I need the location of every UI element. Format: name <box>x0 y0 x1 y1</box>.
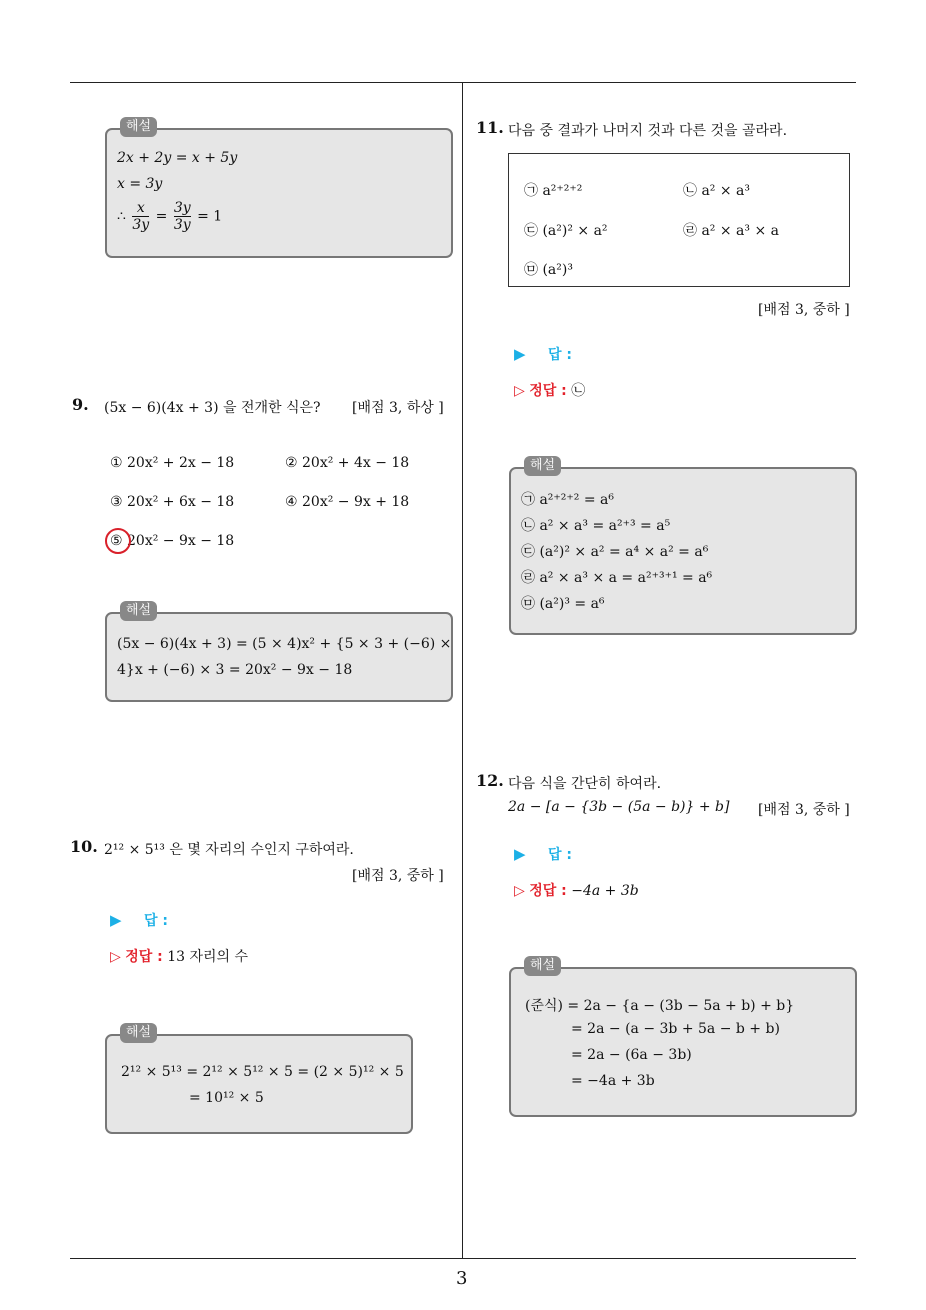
question-text: 다음 식을 간단히 하여라. <box>508 776 662 792</box>
answer-arrow-icon: ▶ <box>110 911 122 929</box>
answer-row <box>110 910 168 930</box>
choice-1[interactable]: ㉠ a²⁺²⁺² <box>524 183 583 199</box>
fraction: $\frac{x}{3y}$ <box>132 200 150 233</box>
solution-line: = 10¹² × 5 <box>189 1090 264 1106</box>
solution-line: = −4a + 3b <box>571 1073 655 1089</box>
correct-label: 정답 : <box>529 883 567 899</box>
correct-answer-row <box>110 946 248 966</box>
choice-4[interactable]: ④ 20x² − 9x + 18 <box>285 494 410 510</box>
correct-arrow-icon: ▷ <box>110 949 121 965</box>
solution-line: (5x − 6)(4x + 3) = (5 × 4)x² + {5 × 3 + (−6) × <box>117 636 452 652</box>
score-label: [배점 3, 하상 ] <box>352 400 444 416</box>
answer-label: 답 : <box>548 847 572 863</box>
bottom-rule <box>70 1258 856 1259</box>
correct-arrow-icon: ▷ <box>514 383 525 399</box>
solution-line: ㉤ (a²)³ = a⁶ <box>521 596 605 612</box>
choice-5[interactable]: ⑤ 20x² − 9x − 18 <box>110 533 235 549</box>
solution-box-q10 <box>105 1034 413 1134</box>
choice-3[interactable]: ③ 20x² + 6x − 18 <box>110 494 235 510</box>
choice-3[interactable]: ㉢ (a²)² × a² <box>524 223 608 239</box>
question-number: 9. <box>72 395 89 414</box>
solution-line: ㉠ a²⁺²⁺² = a⁶ <box>521 492 615 508</box>
solution-line: = 2a − (6a − 3b) <box>571 1047 692 1063</box>
answer-arrow-icon: ▶ <box>514 345 526 363</box>
correct-answer: 13 자리의 수 <box>167 949 249 965</box>
answer-circle-mark <box>105 528 131 554</box>
solution-line: ㉣ a² × a³ × a = a²⁺³⁺¹ = a⁶ <box>521 570 713 586</box>
question-expression: 2a − [a − {3b − (5a − b)} + b] <box>508 799 730 815</box>
solution-line: 4}x + (−6) × 3 = 20x² − 9x − 18 <box>117 662 353 678</box>
correct-label: 정답 : <box>529 383 567 399</box>
solution-line: 2x + 2y = x + 5y <box>117 150 238 166</box>
therefore-symbol: ∴ <box>117 208 126 225</box>
question-number: 10. <box>70 837 98 856</box>
solution-line: 2¹² × 5¹³ = 2¹² × 5¹² × 5 = (2 × 5)¹² × 5 <box>121 1064 404 1080</box>
solution-line: ㉢ (a²)² × a² = a⁴ × a² = a⁶ <box>521 544 709 560</box>
correct-answer-row <box>514 380 585 400</box>
score-label: [배점 3, 중하 ] <box>352 868 444 884</box>
solution-tag: 해설 <box>120 117 157 137</box>
solution-line: x = 3y <box>117 176 163 192</box>
solution-box-q9 <box>105 612 453 702</box>
question-number: 12. <box>476 771 504 790</box>
correct-answer-row <box>514 880 639 900</box>
correct-label: 정답 : <box>125 949 163 965</box>
answer-arrow-icon: ▶ <box>514 845 526 863</box>
solution-line: (준식) = 2a − {a − (3b − 5a + b) + b} <box>525 998 795 1014</box>
page-number: 3 <box>456 1268 468 1289</box>
solution-line: = 2a − (a − 3b + 5a − b + b) <box>571 1021 780 1037</box>
question-number: 11. <box>476 118 504 137</box>
solution-tag: 해설 <box>524 956 561 976</box>
correct-answer: ㉡ <box>571 383 586 399</box>
correct-arrow-icon: ▷ <box>514 883 525 899</box>
answer-label: 답 : <box>548 347 572 363</box>
solution-line: ∴ $\frac{x}{3y}$ = $\frac{3y}{3y}$ = 1 <box>117 200 223 233</box>
score-label: [배점 3, 중하 ] <box>758 802 850 818</box>
solution-tag: 해설 <box>120 601 157 621</box>
solution-box-q11 <box>509 467 857 635</box>
column-divider <box>462 83 463 1258</box>
fraction: $\frac{3y}{3y}$ <box>173 200 191 233</box>
question-text: 다음 중 결과가 나머지 것과 다른 것을 골라라. <box>508 123 788 139</box>
correct-answer: −4a + 3b <box>571 883 639 899</box>
top-rule <box>70 82 856 83</box>
solution-box-q8 <box>105 128 453 258</box>
question-text: (5x − 6)(4x + 3) 을 전개한 식은? <box>104 400 321 416</box>
solution-tag: 해설 <box>120 1023 157 1043</box>
score-label: [배점 3, 중하 ] <box>758 302 850 318</box>
choice-1[interactable]: ① 20x² + 2x − 18 <box>110 455 235 471</box>
solution-box-q12 <box>509 967 857 1117</box>
solution-tag: 해설 <box>524 456 561 476</box>
choice-2[interactable]: ② 20x² + 4x − 18 <box>285 455 410 471</box>
choice-4[interactable]: ㉣ a² × a³ × a <box>683 223 779 239</box>
question-text: 2¹² × 5¹³ 은 몇 자리의 수인지 구하여라. <box>104 842 354 858</box>
solution-line: ㉡ a² × a³ = a²⁺³ = a⁵ <box>521 518 671 534</box>
choice-2[interactable]: ㉡ a² × a³ <box>683 183 750 199</box>
answer-label: 답 : <box>144 913 168 929</box>
answer-row <box>514 844 572 864</box>
choice-5[interactable]: ㉤ (a²)³ <box>524 262 573 278</box>
answer-row <box>514 344 572 364</box>
